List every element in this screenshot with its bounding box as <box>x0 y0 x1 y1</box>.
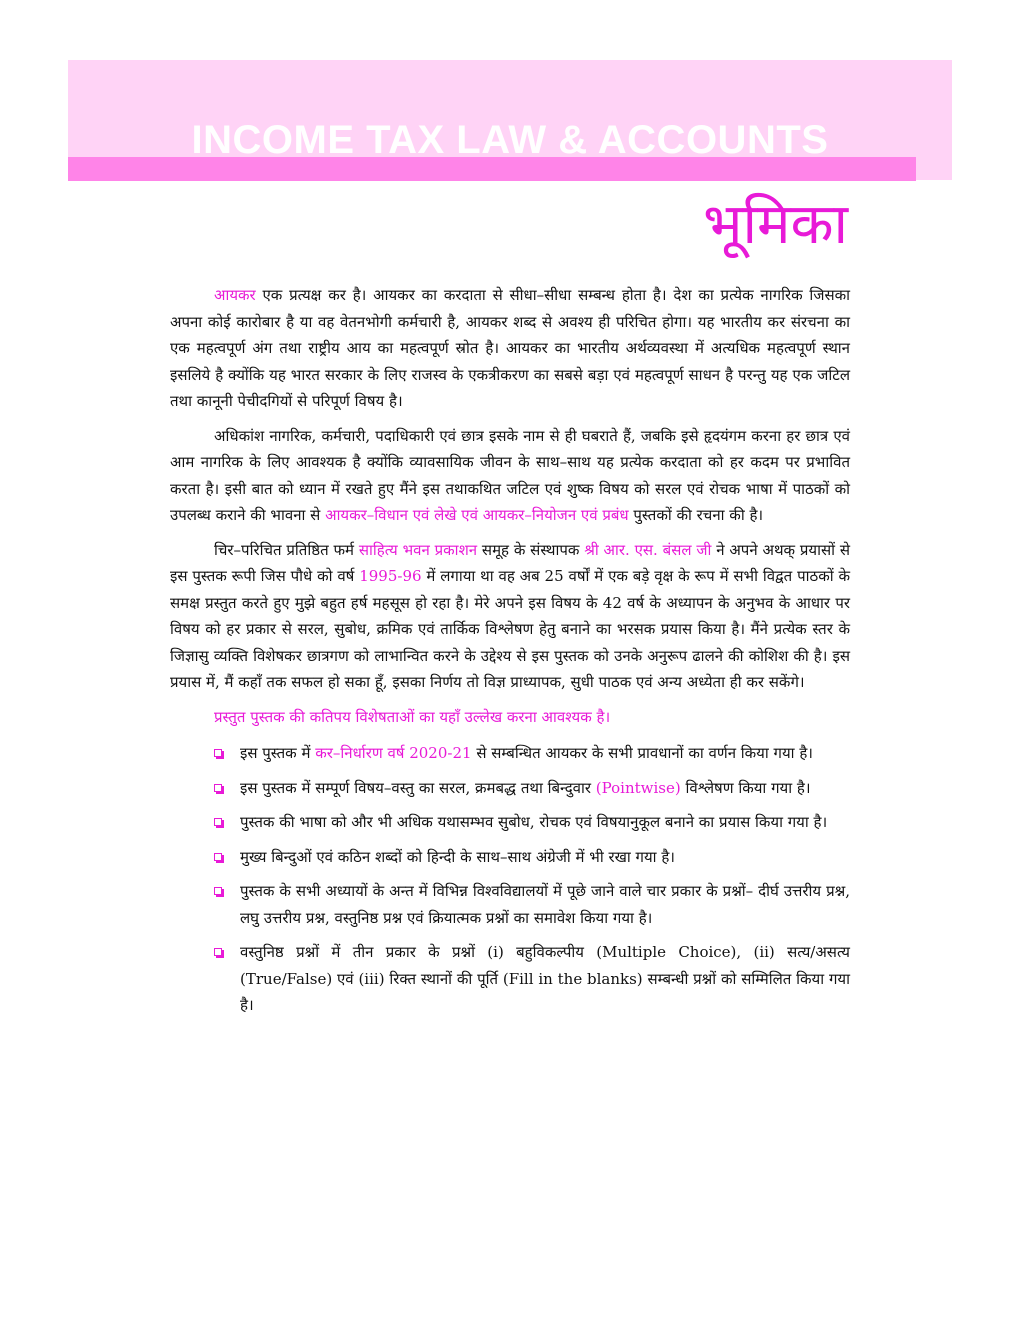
list-item-text: कर–निर्धारण वर्ष 2020-21 <box>315 744 472 762</box>
paragraph <box>170 282 850 415</box>
paragraph-text: 1995-96 <box>359 567 422 585</box>
list-item-text: (Pointwise) <box>595 778 681 797</box>
list-item-text: वस्तुनिष्ठ प्रश्नों में तीन प्रकार के प्रश्नों (i) बहुविकल्पीय (Multiple Choice), (ii) सत्य/असत्य (True/False) एवं (iii) रिक्त स्थानों की पूर्ति (Fill in the blanks) सम्बन्धी प्रश्नों को सम्मिलित किया गया है। <box>240 943 850 1014</box>
square-bullet-icon <box>214 784 222 792</box>
list-item-text: पुस्तक की भाषा को और भी अधिक यथासम्भव सुबोध, रोचक एवं विषयानुकूल बनाने का प्रयास किया गया है। <box>240 813 828 831</box>
paragraph-text: चिर–परिचित प्रतिष्ठित फर्म <box>214 540 359 559</box>
square-bullet-icon <box>214 887 222 895</box>
square-bullet-icon <box>214 749 222 757</box>
paragraph-text: आयकर–विधान एवं लेखे एवं आयकर–नियोजन एवं प्रबंध <box>325 506 629 524</box>
square-bullet-icon <box>214 853 222 861</box>
list-item-text: इस पुस्तक में <box>240 744 316 762</box>
list-item <box>170 939 850 1019</box>
paragraph <box>170 423 850 529</box>
list-item <box>170 809 850 836</box>
list-item <box>170 878 850 931</box>
list-item-text: मुख्य बिन्दुओं एवं कठिन शब्दों को हिन्दी के साथ–साथ अंग्रेजी में भी रखा गया है। <box>240 847 675 866</box>
features-intro: प्रस्तुत पुस्तक की कतिपय विशेषताओं का यहाँ उल्लेख करना आवश्यक है। <box>214 707 611 726</box>
paragraph-text: समूह के संस्थापक <box>477 540 585 559</box>
features-list <box>170 740 850 1019</box>
list-item-text: इस पुस्तक में सम्पूर्ण विषय–वस्तु का सरल, क्रमबद्ध तथा बिन्दुवार <box>240 778 596 797</box>
list-item <box>170 844 850 871</box>
paragraph <box>170 537 850 696</box>
content <box>170 282 850 1027</box>
list-item <box>170 775 850 802</box>
paragraph-text: अधिकांश नागरिक, कर्मचारी, पदाधिकारी एवं छात्र इसके नाम से ही घबराते हैं, जबकि इसे हृदयंगम करना हर छात्र एवं आम नागरिक के लिए आवश्यक है क्योंकि व्यावसायिक जीवन के साथ–साथ यह प्रत्येक करदाता को हर कदम पर प्रभावित करता है। इसी बात को ध्यान में रखते हुए मैंने इस तथाकथित जटिल एवं शुष्क विषय को सरल एवं रोचक भाषा में पाठकों को उपलब्ध कराने की भावना से <box>170 426 850 524</box>
paragraph-text: साहित्य भवन प्रकाशन <box>358 540 478 559</box>
paragraph-text: श्री आर. एस. बंसल जी <box>584 540 712 559</box>
paragraph-text: पुस्तकों की रचना की है। <box>628 506 764 524</box>
list-item-text: से सम्बन्धित आयकर के सभी प्रावधानों का वर्णन किया गया है। <box>471 744 813 762</box>
paragraph-text: में लगाया था वह अब 25 वर्षों में एक बड़े वृक्ष के रूप में सभी विद्वत पाठकों के समक्ष प्रस्तुत करते हुए मुझे बहुत हर्ष महसूस हो रहा है। मेरे अपने इस विषय के 42 वर्ष के अध्यापन के अनुभव के आधार पर विषय को हर प्रकार से सरल, सुबोध, क्रमिक एवं तार्किक विश्लेषण हेतु बनाने का भरसक प्रयास किया है। मैंने प्रत्येक स्तर के जिज्ञासु व्यक्ति विशेषकर छात्रगण को लाभान्वित करने के उद्देश्य से इस पुस्तक को उनके अनुरूप ढालने की कोशिश की है। इस प्रयास में, मैं कहाँ तक सफल हो सका हूँ, इसका निर्णय तो विज्ञ प्राध्यापक, सुधी पाठक एवं अन्य अध्येता ही कर सकेंगे। <box>170 567 850 691</box>
square-bullet-icon <box>214 818 222 826</box>
square-bullet-icon <box>214 948 222 956</box>
list-item-text: पुस्तक के सभी अध्यायों के अन्त में विभिन्न विश्वविद्यालयों में पूछे जाने वाले चार प्रकार के प्रश्नों– दीर्घ उत्तरीय प्रश्न, लघु उत्तरीय प्रश्न, वस्तुनिष्ठ प्रश्न एवं क्रियात्मक प्रश्नों का समावेश किया गया है। <box>240 882 850 927</box>
paragraph-text: एक प्रत्यक्ष कर है। आयकर का करदाता से सीधा–सीधा सम्बन्ध होता है। देश का प्रत्येक नागरिक जिसका अपना कोई कारोबार है या वह वेतनभोगी कर्मचारी है, आयकर शब्द से अवश्य ही परिचित होगा। यह भारतीय कर संरचना का एक महत्वपूर्ण अंग तथा राष्ट्रीय आय का महत्वपूर्ण स्रोत है। आयकर का भारतीय अर्थव्यवस्था में अत्यधिक महत्वपूर्ण स्थान इसलिये है क्योंकि यह भारत सरकार के लिए राजस्व के एकत्रीकरण का सबसे बड़ा एवं महत्वपूर्ण साधन है परन्तु यह एक जटिल तथा कानूनी पेचीदगियों से परिपूर्ण विषय है। <box>170 286 850 410</box>
paragraph-text: आयकर <box>214 286 256 304</box>
paragraph-text: ने अपने अथक् प्रयासों से इस पुस्तक रूपी जिस पौधे को वर्ष <box>170 540 850 585</box>
chapter-title: भूमिका <box>703 192 848 257</box>
list-item-text: विश्लेषण किया गया है। <box>680 778 811 797</box>
book-title: INCOME TAX LAW & ACCOUNTS <box>191 118 829 162</box>
list-item <box>170 740 850 767</box>
